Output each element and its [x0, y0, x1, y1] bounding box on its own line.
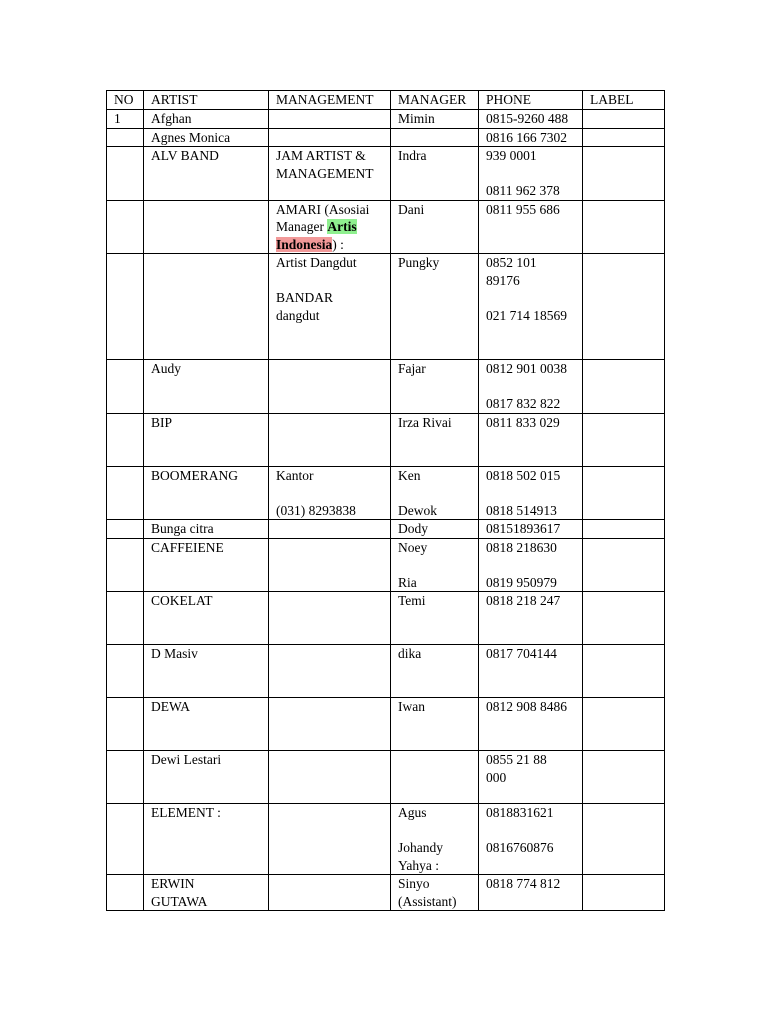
cell-line: Ken: [398, 467, 421, 483]
cell-line: [398, 822, 478, 840]
cell-management: [269, 698, 391, 751]
cell-line: 89176: [486, 272, 520, 288]
artist-contact-table: [106, 90, 665, 911]
cell-line: 0818 502 015: [486, 467, 561, 483]
cell-artist: [144, 200, 269, 254]
cell-manager: Iwan: [391, 698, 479, 751]
cell-line: [398, 556, 478, 574]
cell-artist: Afghan: [144, 110, 269, 129]
table-row: [107, 360, 665, 414]
table-row: [107, 592, 665, 645]
cell-line: Sinyo: [398, 876, 430, 891]
cell-text: ) :: [332, 236, 344, 252]
cell-label: [583, 254, 665, 360]
cell-line: 0811 962 378: [486, 183, 560, 198]
cell-phone: [479, 360, 583, 414]
cell-line: 0852 101: [486, 255, 537, 270]
cell-management: [269, 751, 391, 804]
cell-manager: [391, 804, 479, 875]
cell-line: 0817 832 822: [486, 396, 561, 411]
table-row: [107, 254, 665, 360]
cell-line: JAM ARTIST &: [276, 148, 366, 163]
cell-line: BANDAR: [276, 290, 334, 305]
cell-label: [583, 413, 665, 466]
cell-line: (031) 8293838: [276, 502, 356, 518]
cell-management: [269, 200, 391, 254]
cell-management: [269, 110, 391, 129]
cell-management: [269, 804, 391, 875]
cell-management: [269, 538, 391, 592]
cell-artist: BIP: [144, 413, 269, 466]
cell-label: [583, 360, 665, 414]
cell-artist: [144, 875, 269, 911]
cell-label: [583, 875, 665, 911]
cell-line: Yahya :: [398, 857, 440, 873]
cell-artist: COKELAT: [144, 592, 269, 645]
cell-artist: D Masiv: [144, 645, 269, 698]
cell-line: 939 0001: [486, 148, 537, 163]
cell-line: 0812 901 0038: [486, 361, 567, 376]
cell-no: [107, 645, 144, 698]
cell-artist: [144, 254, 269, 360]
cell-label: [583, 110, 665, 129]
cell-no: [107, 592, 144, 645]
cell-phone: 0815-9260 488: [479, 110, 583, 129]
cell-line: [276, 484, 390, 502]
cell-phone: 0818 218 247: [479, 592, 583, 645]
header-row: [107, 91, 665, 110]
cell-manager: Mimin: [391, 110, 479, 129]
cell-artist: Agnes Monica: [144, 128, 269, 147]
cell-line: [276, 218, 390, 236]
header-label: LABEL: [583, 91, 665, 110]
cell-manager: Pungky: [391, 254, 479, 360]
cell-phone: [479, 254, 583, 360]
cell-line: [486, 556, 582, 574]
cell-no: [107, 875, 144, 911]
cell-line: Ria: [398, 574, 417, 590]
cell-phone: 0811 833 029: [479, 413, 583, 466]
cell-phone: [479, 804, 583, 875]
cell-management: [269, 645, 391, 698]
table-row: [107, 200, 665, 254]
cell-line: 021 714 18569: [486, 307, 567, 323]
cell-label: [583, 804, 665, 875]
cell-line: 0855 21 88: [486, 752, 547, 767]
cell-label: [583, 751, 665, 804]
cell-line: Kantor: [276, 467, 314, 483]
cell-line: [276, 272, 390, 290]
cell-line: 000: [486, 769, 507, 785]
cell-line: 0818831621: [486, 805, 554, 820]
cell-manager: Fajar: [391, 360, 479, 414]
cell-no: [107, 751, 144, 804]
table-row: [107, 645, 665, 698]
cell-no: [107, 520, 144, 539]
cell-line: [486, 484, 582, 502]
cell-line: [486, 378, 582, 396]
cell-phone: [479, 751, 583, 804]
cell-phone: 0812 908 8486: [479, 698, 583, 751]
cell-label: [583, 645, 665, 698]
cell-manager: [391, 538, 479, 592]
cell-phone: [479, 466, 583, 520]
cell-line: 0819 950979: [486, 574, 557, 590]
cell-no: [107, 804, 144, 875]
cell-no: [107, 360, 144, 414]
cell-management: [269, 466, 391, 520]
cell-no: [107, 538, 144, 592]
cell-management: [269, 520, 391, 539]
cell-no: 1: [107, 110, 144, 129]
cell-text: Manager: [276, 219, 328, 234]
cell-manager: [391, 466, 479, 520]
table-row: [107, 804, 665, 875]
cell-management: [269, 875, 391, 911]
cell-manager: dika: [391, 645, 479, 698]
cell-line: Dewok: [398, 502, 437, 518]
cell-line: dangdut: [276, 307, 320, 323]
cell-label: [583, 147, 665, 201]
cell-line: Johandy: [398, 840, 443, 855]
table-row: [107, 538, 665, 592]
cell-line: [486, 289, 582, 307]
cell-line: [276, 236, 390, 254]
cell-label: [583, 592, 665, 645]
table-row: [107, 698, 665, 751]
cell-artist: CAFFEIENE: [144, 538, 269, 592]
cell-no: [107, 413, 144, 466]
cell-line: (Assistant): [398, 893, 457, 909]
cell-label: [583, 466, 665, 520]
cell-no: [107, 254, 144, 360]
cell-phone: 0816 166 7302: [479, 128, 583, 147]
header-manager: MANAGER: [391, 91, 479, 110]
table-row: [107, 110, 665, 129]
cell-artist: ALV BAND: [144, 147, 269, 201]
cell-artist: ELEMENT :: [144, 804, 269, 875]
cell-line: 0816760876: [486, 840, 554, 855]
cell-artist: Bunga citra: [144, 520, 269, 539]
cell-management: [269, 254, 391, 360]
cell-phone: 08151893617: [479, 520, 583, 539]
table-row: [107, 466, 665, 520]
cell-label: [583, 698, 665, 751]
cell-no: [107, 200, 144, 254]
cell-no: [107, 698, 144, 751]
cell-label: [583, 538, 665, 592]
cell-line: ERWIN: [151, 876, 195, 891]
cell-artist: Dewi Lestari: [144, 751, 269, 804]
table-row: [107, 413, 665, 466]
cell-management: [269, 413, 391, 466]
cell-line: MANAGEMENT: [276, 165, 374, 181]
cell-artist: DEWA: [144, 698, 269, 751]
header-no: NO: [107, 91, 144, 110]
table-row: [107, 875, 665, 911]
cell-label: [583, 520, 665, 539]
cell-phone: [479, 538, 583, 592]
cell-manager: Dani: [391, 200, 479, 254]
cell-phone: 0818 774 812: [479, 875, 583, 911]
cell-phone: 0811 955 686: [479, 200, 583, 254]
cell-line: 0818 218630: [486, 539, 557, 555]
table-row: [107, 147, 665, 201]
cell-phone: 0817 704144: [479, 645, 583, 698]
cell-line: GUTAWA: [151, 893, 208, 909]
table-row: [107, 128, 665, 147]
table-row: [107, 751, 665, 804]
cell-line: Noey: [398, 539, 428, 555]
cell-manager: Indra: [391, 147, 479, 201]
cell-label: [583, 128, 665, 147]
cell-management: [269, 592, 391, 645]
cell-no: [107, 128, 144, 147]
cell-label: [583, 200, 665, 254]
cell-manager: [391, 128, 479, 147]
cell-line: AMARI (Asosiai: [276, 201, 370, 217]
cell-line: 0818 514913: [486, 502, 557, 518]
header-phone: PHONE: [479, 91, 583, 110]
cell-manager: [391, 751, 479, 804]
cell-line: [398, 484, 478, 502]
cell-phone: [479, 147, 583, 201]
header-management: MANAGEMENT: [269, 91, 391, 110]
cell-line: Artist Dangdut: [276, 255, 357, 270]
highlight-artis: Artis: [327, 219, 357, 234]
table-row: [107, 520, 665, 539]
cell-manager: Temi: [391, 592, 479, 645]
cell-manager: Irza Rivai: [391, 413, 479, 466]
cell-artist: BOOMERANG: [144, 466, 269, 520]
cell-line: [486, 165, 582, 183]
cell-management: [269, 360, 391, 414]
cell-artist: Audy: [144, 360, 269, 414]
cell-management: [269, 147, 391, 201]
header-artist: ARTIST: [144, 91, 269, 110]
cell-line: [486, 822, 582, 840]
cell-management: [269, 128, 391, 147]
cell-manager: Dody: [391, 520, 479, 539]
cell-no: [107, 147, 144, 201]
cell-no: [107, 466, 144, 520]
cell-manager: [391, 875, 479, 911]
highlight-indonesia: Indonesia: [276, 236, 333, 252]
cell-line: Agus: [398, 805, 427, 820]
